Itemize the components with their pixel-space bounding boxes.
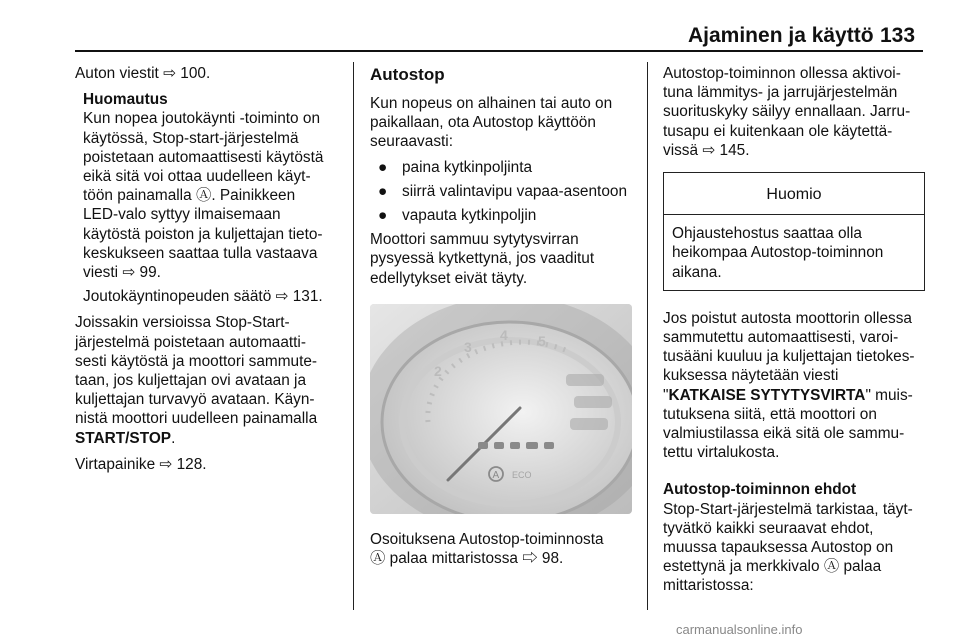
bullet-text: siirrä valintavipu vapaa-asentoon (402, 182, 628, 200)
quote-mark: " (663, 386, 669, 404)
paragraph-line: sammutettu automaattisesti, varoi- (663, 329, 899, 347)
bullet-icon: ● (378, 207, 388, 225)
paragraph-line: tuna lämmitys- ja jarrujärjestelmän (663, 84, 898, 102)
caution-line: heikompaa Autostop-toiminnon (672, 244, 884, 262)
dial-number: 3 (464, 338, 472, 355)
paragraph-line: vissä ⇨ 145. (663, 141, 750, 159)
paragraph-line-last (75, 429, 345, 448)
paragraph-line: kuksessa näytetään viesti (663, 367, 839, 385)
watermark: carmanualsonline.info (676, 622, 803, 637)
power-button-reference: Virtapainike ⇨ 128. (75, 455, 207, 473)
column-3 (663, 64, 928, 596)
paragraph-line: nistä moottori uudelleen painamalla (75, 410, 318, 428)
caution-line: Ohjaustehostus saattaa olla (672, 225, 862, 243)
dial-number: 4 (500, 326, 508, 343)
note-line: poistetaan automaattisesti käytöstä (83, 148, 324, 166)
caption-line: Osoituksena Autostop-toiminnosta (370, 530, 604, 548)
svg-text:A: A (492, 469, 500, 481)
note-line: käytössä, Stop-start-järjestelmä (83, 129, 299, 147)
paragraph-line: tutuksena siitä, että moottori on (663, 405, 877, 423)
note-text (83, 109, 345, 282)
intro-line: Kun nopeus on alhainen tai auto on (370, 95, 613, 112)
conditions-heading: Autostop-toiminnon ehdot (663, 481, 857, 499)
caution-line: aikana. (672, 263, 722, 281)
caution-title: Huomio (664, 173, 924, 215)
paragraph-line: edellytykset eivät täyty. (370, 269, 528, 287)
instrument-cluster-illustration (370, 304, 632, 514)
paragraph-line: Autostop-toiminnon ollessa aktivoi- (663, 65, 901, 82)
caution-body (664, 215, 924, 290)
column-2 (370, 64, 635, 568)
note-line: töön painamalla Ⓐ. Painikkeen (83, 187, 296, 205)
page-number: 133 (880, 24, 916, 47)
bullet-text: vapauta kytkinpoljin (402, 207, 537, 225)
note-line: eikä sitä voi ottaa uudelleen käyt- (83, 168, 311, 186)
heating-paragraph (663, 64, 928, 160)
paragraph-line: Jos poistut autosta moottorin ollessa (663, 309, 912, 327)
note-line: käytöstä poiston ja kuljettajan tieto- (83, 225, 323, 243)
paragraph-line: tettu virtalukosta. (663, 444, 780, 462)
door-paragraph (75, 313, 345, 447)
column-divider-2 (647, 62, 648, 610)
intro-line: seuraavasti: (370, 133, 453, 151)
caption-line: Ⓐ palaa mittaristossa ⇨ 98. (370, 550, 564, 568)
message-rest: " muis- (865, 386, 913, 404)
message-line (663, 386, 928, 405)
start-stop-label: START/STOP (75, 429, 172, 447)
note-line: Kun nopea joutokäynti -toiminto on (83, 110, 320, 128)
bullet-item (370, 182, 635, 201)
column-1 (75, 64, 345, 474)
note-line: viesti ⇨ 99. (83, 264, 161, 282)
dial-number: 5 (538, 332, 546, 349)
warning-paragraph (663, 309, 928, 463)
bullet-icon: ● (378, 182, 388, 200)
caution-box (663, 172, 925, 291)
note-block (75, 90, 345, 306)
autostop-intro (370, 94, 635, 152)
bullet-item (370, 158, 635, 177)
dial-number: 2 (434, 362, 442, 379)
note-line: keskukseen saattaa tulla vastaava (83, 244, 318, 262)
conditions-section (663, 480, 928, 595)
paragraph-line: mittaristossa: (663, 577, 754, 595)
engine-stop-paragraph (370, 230, 635, 288)
paragraph-line: estettynä ja merkkivalo Ⓐ palaa (663, 558, 882, 576)
idle-speed-reference: Joutokäyntinopeuden säätö ⇨ 131. (83, 288, 323, 306)
paragraph-line: taan, jos kuljettajan ovi avataan ja (75, 372, 307, 390)
ignition-message: KATKAISE SYTYTYSVIRTA (668, 386, 866, 404)
bullet-text: paina kytkinpoljinta (402, 158, 533, 176)
bullet-item (370, 206, 635, 225)
paragraph-line: Joissakin versioissa Stop-Start- (75, 314, 290, 332)
paragraph-line: tusääni kuuluu ja kuljettajan tietokes- (663, 348, 915, 366)
bullet-icon: ● (378, 158, 388, 176)
note-heading: Huomautus (83, 91, 168, 109)
autostop-title: Autostop (370, 65, 445, 84)
paragraph-line: järjestelmä poistetaan automaatti- (75, 333, 306, 351)
instrument-cluster-photo (370, 304, 632, 514)
paragraph-line: muussa tapauksessa Autostop on (663, 539, 894, 557)
header-rule (75, 50, 923, 52)
paragraph-line: Moottori sammuu sytytysvirran (370, 231, 579, 249)
column-divider-1 (353, 62, 354, 610)
paragraph-line: suorituskyky säilyy ennallaan. Jarru- (663, 103, 911, 121)
intro-line: paikallaan, ota Autostop käyttöön (370, 114, 596, 132)
paragraph-line: Stop-Start-järjestelmä tarkistaa, täyt- (663, 500, 913, 518)
bullet-list (370, 158, 635, 226)
paragraph-line: valmiustilassa eikä sitä ole sammu- (663, 425, 905, 443)
photo-caption (370, 530, 635, 568)
eco-label: ECO (512, 469, 532, 480)
note-line: LED-valo syttyy ilmaisemaan (83, 206, 281, 224)
period: . (171, 429, 176, 447)
paragraph-line: tusapu ei kuitenkaan ole käytettä- (663, 122, 893, 140)
header-title: Ajaminen ja käyttö (688, 24, 874, 47)
paragraph-line: pysyessä kytkettynä, jos vaaditut (370, 250, 595, 268)
paragraph-line: kuljettajan turvavyö avataan. Käyn- (75, 391, 315, 409)
intro-reference: Auton viestit ⇨ 100. (75, 65, 211, 82)
paragraph-line: tyvätkö kaikki seuraavat ehdot, (663, 519, 874, 537)
paragraph-line: sesti käytöstä ja moottori sammute- (75, 352, 318, 370)
